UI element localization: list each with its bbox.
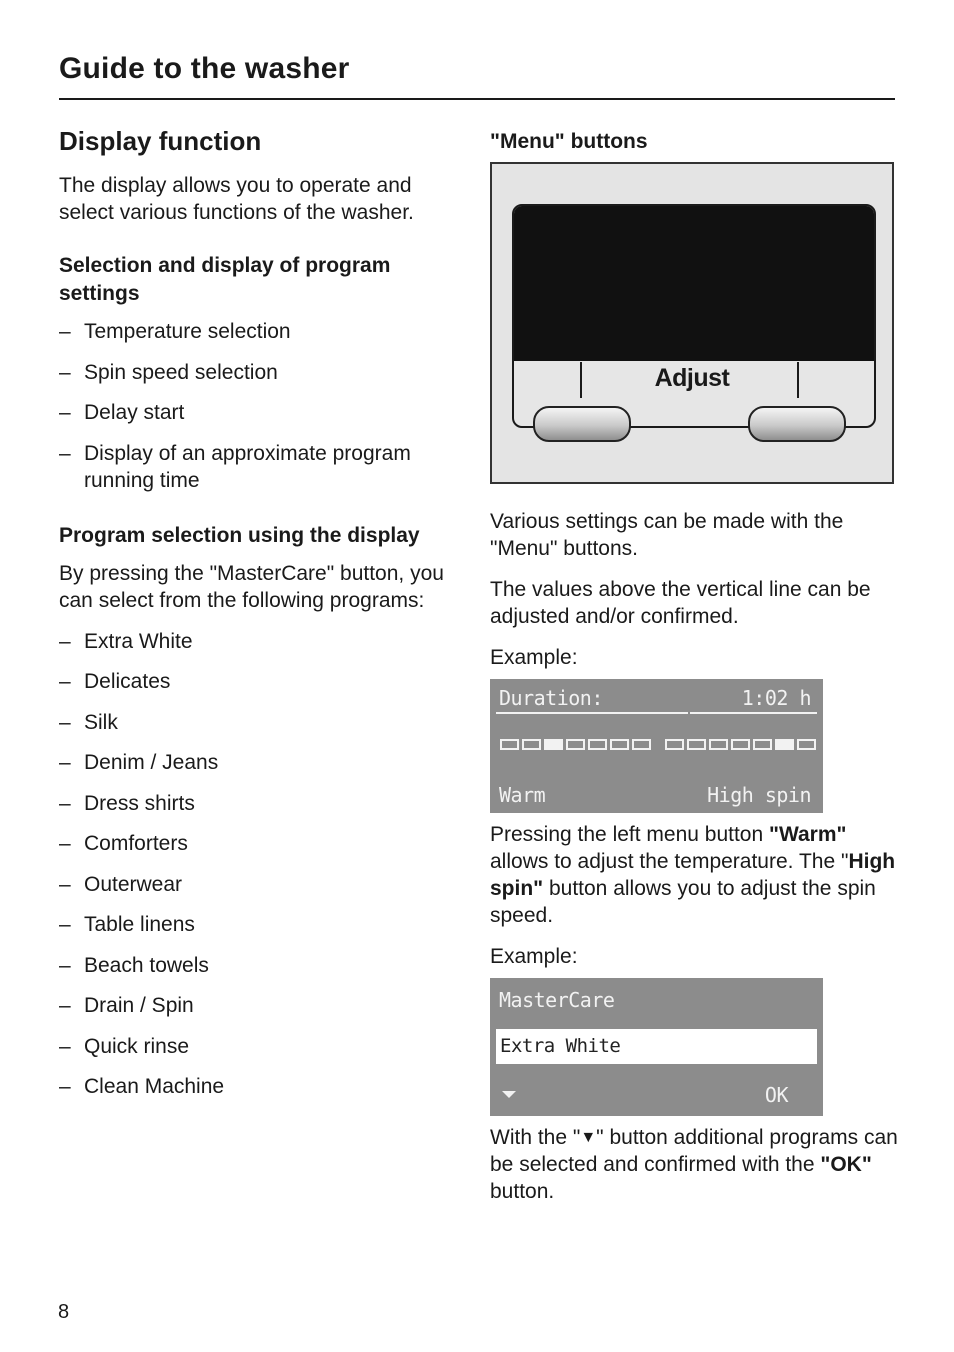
list-item: – Denim / Jeans — [59, 749, 459, 776]
mastercare-title: MasterCare — [499, 988, 615, 1012]
spin-segment — [731, 739, 750, 750]
list-item: – Dress shirts — [59, 790, 459, 817]
control-panel-illustration — [490, 162, 894, 484]
menu-buttons-heading: "Menu" buttons — [490, 130, 648, 153]
menu-paragraph-1: Various settings can be made with the "Menu" buttons. — [490, 510, 844, 560]
duration-display — [490, 679, 823, 813]
list-item: – Beach towels — [59, 952, 459, 979]
high-spin-button-label[interactable]: High spin — [707, 783, 811, 807]
list-item: – Drain / Spin — [59, 992, 459, 1019]
menu-paragraph-2: The values above the vertical line can be adjusted and/or confirmed. — [490, 578, 871, 628]
list-item: – Extra White — [59, 628, 459, 655]
menu-paragraph-4 — [490, 1124, 900, 1205]
list-item: – Table linens — [59, 911, 459, 938]
list-item: – Spin speed selection — [59, 359, 459, 386]
left-column — [59, 124, 459, 1114]
level-segments — [500, 739, 818, 750]
ok-term: "OK" — [820, 1153, 872, 1176]
warm-button-label[interactable]: Warm — [499, 783, 546, 807]
list-item: – Outerwear — [59, 871, 459, 898]
list-item: – Temperature selection — [59, 318, 459, 345]
list-item: – Delicates — [59, 668, 459, 695]
temperature-segment — [566, 739, 585, 750]
temperature-segment — [522, 739, 541, 750]
title-rule — [59, 98, 895, 100]
list-item: – Silk — [59, 709, 459, 736]
temperature-segment — [544, 739, 563, 750]
text-run: allows to adjust the temperature. The " — [490, 850, 849, 873]
panel-divider-left — [580, 362, 582, 398]
spin-segment — [775, 739, 794, 750]
settings-heading: Selection and display of program settings — [59, 254, 391, 305]
text-run: Pressing the left menu button — [490, 823, 769, 846]
program-heading: Program selection using the display — [59, 523, 420, 547]
panel-display — [512, 204, 876, 428]
list-item: – Comforters — [59, 830, 459, 857]
page-title: Guide to the washer — [59, 52, 350, 85]
temperature-segment — [610, 739, 629, 750]
spin-segment — [709, 739, 728, 750]
warm-term: "Warm" — [769, 823, 847, 846]
selected-program: Extra White — [500, 1035, 621, 1057]
right-column — [490, 128, 900, 1219]
panel-divider-right — [797, 362, 799, 398]
spin-segment — [753, 739, 772, 750]
right-menu-button[interactable] — [748, 406, 846, 442]
spin-segment — [687, 739, 706, 750]
text-run: button allows you to adjust the spin speed. — [490, 877, 876, 927]
text-run: With the " — [490, 1126, 581, 1149]
spin-segment — [665, 739, 684, 750]
temperature-segment — [500, 739, 519, 750]
high-spin-term: High spin" — [490, 850, 896, 900]
temperature-segment — [632, 739, 651, 750]
mastercare-display — [490, 978, 823, 1116]
list-item: – Quick rinse — [59, 1033, 459, 1060]
duration-rule-right — [690, 712, 817, 714]
arrow-down-icon[interactable] — [502, 1091, 516, 1098]
menu-paragraph-3 — [490, 821, 900, 929]
duration-value: 1:02 h — [741, 686, 811, 710]
spin-segment — [797, 739, 816, 750]
text-run: " button additional programs can be selected and confirmed with the — [490, 1126, 898, 1176]
program-intro: By pressing the "MasterCare" button, you can select from the following programs: — [59, 561, 444, 612]
duration-label: Duration: — [499, 686, 603, 710]
panel-adjust-label: Adjust — [654, 364, 730, 392]
arrow-down-icon: ▼ — [580, 1129, 597, 1146]
ok-button-label[interactable]: OK — [764, 1083, 788, 1107]
temperature-segment — [588, 739, 607, 750]
panel-display-screen — [514, 206, 874, 361]
intro-paragraph: The display allows you to operate and select various functions of the washer. — [59, 174, 414, 224]
text-run: button. — [490, 1180, 555, 1203]
settings-list — [59, 318, 459, 494]
program-list — [59, 628, 459, 1101]
page-number: 8 — [58, 1301, 70, 1323]
list-item: – Delay start — [59, 399, 459, 426]
selected-program-row[interactable] — [496, 1029, 817, 1064]
section-title: Display function — [59, 126, 262, 156]
example-label: Example: — [490, 646, 578, 669]
segment-gap — [654, 739, 664, 750]
duration-rule-left — [496, 712, 688, 714]
list-item: – Clean Machine — [59, 1073, 459, 1100]
list-item: – Display of an approximate program running time — [59, 440, 459, 494]
example-label-2: Example: — [490, 945, 578, 968]
left-menu-button[interactable] — [533, 406, 631, 442]
